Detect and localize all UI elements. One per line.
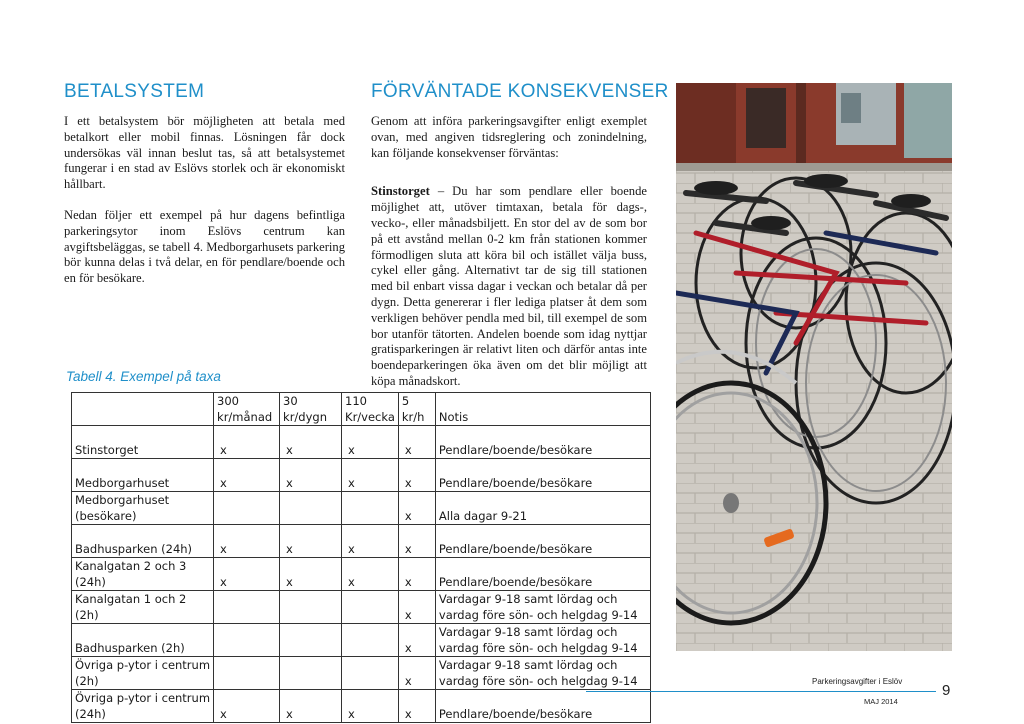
row-label-cell: Stinstorget	[72, 426, 214, 459]
rate-cell-month: x	[214, 690, 280, 723]
section-heading-betalsystem: BETALSYSTEM	[64, 81, 205, 102]
rate-cell-week: x	[342, 426, 399, 459]
rate-cell-week	[342, 657, 399, 690]
note-cell: Vardagar 9-18 samt lördag och vardag före sön- och helgdag 9-14	[435, 657, 650, 690]
right-column-text	[371, 114, 647, 390]
table-row	[72, 624, 651, 657]
header-cell: 110 Kr/vecka	[342, 393, 399, 426]
table-row	[72, 525, 651, 558]
paragraph: Genom att införa parkeringsavgifter enligt exemplet ovan, med angiven tidsreglering och zonindelning, kan följande konsekvenser förväntas:	[371, 114, 647, 160]
note-cell: Pendlare/boende/besökare	[435, 525, 650, 558]
pricing-table	[71, 392, 651, 723]
rate-cell-day	[280, 492, 342, 525]
rate-cell-month: x	[214, 525, 280, 558]
rate-cell-month: x	[214, 459, 280, 492]
rate-cell-day: x	[280, 426, 342, 459]
header-cell: 30 kr/dygn	[280, 393, 342, 426]
note-cell: Pendlare/boende/besökare	[435, 690, 650, 723]
rate-cell-month: x	[214, 426, 280, 459]
header-cell: Notis	[435, 393, 650, 426]
rate-cell-hour: x	[398, 426, 435, 459]
table-row	[72, 690, 651, 723]
row-label-cell: Medborgarhuset (besökare)	[72, 492, 214, 525]
footer-title: Parkeringsavgifter i Eslöv	[812, 677, 903, 686]
row-label-cell: Övriga p-ytor i centrum (24h)	[72, 690, 214, 723]
note-cell: Vardagar 9-18 samt lördag och vardag före sön- och helgdag 9-14	[435, 624, 650, 657]
rate-cell-day	[280, 591, 342, 624]
header-cell: 5 kr/h	[398, 393, 435, 426]
left-column-text	[64, 114, 345, 302]
page-number: 9	[942, 682, 951, 699]
table-row	[72, 558, 651, 591]
rate-cell-day: x	[280, 690, 342, 723]
footer-date: MAJ 2014	[864, 697, 898, 706]
rate-cell-hour: x	[398, 591, 435, 624]
section-heading-konsekvenser: FÖRVÄNTADE KONSEKVENSER	[371, 81, 669, 102]
note-cell: Pendlare/boende/besökare	[435, 459, 650, 492]
pricing-table-body	[72, 393, 651, 723]
table-row	[72, 426, 651, 459]
rate-cell-month	[214, 624, 280, 657]
table-header-row	[72, 393, 651, 426]
rate-cell-week: x	[342, 525, 399, 558]
rate-cell-day	[280, 657, 342, 690]
rate-cell-day: x	[280, 558, 342, 591]
rate-cell-day	[280, 624, 342, 657]
row-label-cell: Badhusparken (24h)	[72, 525, 214, 558]
rate-cell-month	[214, 492, 280, 525]
lead-term: Stinstorget	[371, 184, 430, 199]
table-caption: Tabell 4. Exempel på taxa	[66, 369, 221, 384]
paragraph: Nedan följer ett exempel på hur dagens befintliga parkeringsytor inom Eslövs centrum kan avgiftsbeläggas, se tabell 4. Medborgarhusets parkering bör kunna delas i två delar, en för pendlare/boende och en för besökare.	[64, 207, 345, 286]
table-row	[72, 459, 651, 492]
rate-cell-week: x	[342, 558, 399, 591]
rate-cell-hour: x	[398, 690, 435, 723]
row-label-cell: Medborgarhuset	[72, 459, 214, 492]
paragraph	[371, 184, 647, 389]
row-label-cell: Kanalgatan 2 och 3 (24h)	[72, 558, 214, 591]
header-cell	[72, 393, 214, 426]
rate-cell-hour: x	[398, 657, 435, 690]
rate-cell-hour: x	[398, 492, 435, 525]
rate-cell-week	[342, 624, 399, 657]
note-cell: Pendlare/boende/besökare	[435, 558, 650, 591]
rate-cell-week: x	[342, 690, 399, 723]
rate-cell-hour: x	[398, 459, 435, 492]
rate-cell-hour: x	[398, 525, 435, 558]
paragraph: I ett betalsystem bör möjligheten att betala med betalkort eller mobil finnas. Lösningen får dock undersökas väl innan beslut tas, så att betalsystemet fungerar i en stad av Eslövs storlek och är ekonomiskt hållbart.	[64, 114, 345, 192]
rate-cell-week	[342, 591, 399, 624]
bicycles-illustration	[676, 83, 952, 651]
rate-cell-month	[214, 591, 280, 624]
header-cell: 300 kr/månad	[214, 393, 280, 426]
rate-cell-week: x	[342, 459, 399, 492]
bicycles-photo	[676, 83, 952, 651]
row-label-cell: Badhusparken (2h)	[72, 624, 214, 657]
table-row	[72, 492, 651, 525]
table-row	[72, 591, 651, 624]
footer-divider	[586, 691, 936, 692]
rate-cell-month: x	[214, 558, 280, 591]
rate-cell-day: x	[280, 525, 342, 558]
table-row	[72, 657, 651, 690]
row-label-cell: Kanalgatan 1 och 2 (2h)	[72, 591, 214, 624]
note-cell: Pendlare/boende/besökare	[435, 426, 650, 459]
paragraph-body: – Du har som pendlare eller boende möjlighet att, utöver timtaxan, betala för dags-, vecko-, eller månadsbiljett. En stor del av de som bor på ett avstånd mellan 0-2 km från stationen kommer förmodligen sluta att köra bil och istället välja buss, cykel eller gång. Alternativt tar de sig till stationen med bil enbart vissa dagar i veckan och betalar då per dygn. Detta genererar i fler lediga platser åt dem som verkligen behöver pendla med bil, till exempel de som bor utanför tätorten. Andelen boende som idag nyttjar gratisparkeringen är relativt liten och därför antas inte boendeparkeringen öka även om det blir möjligt att köpa månadskort.	[371, 184, 647, 388]
rate-cell-hour: x	[398, 624, 435, 657]
note-cell: Alla dagar 9-21	[435, 492, 650, 525]
rate-cell-week	[342, 492, 399, 525]
rate-cell-day: x	[280, 459, 342, 492]
note-cell: Vardagar 9-18 samt lördag och vardag före sön- och helgdag 9-14	[435, 591, 650, 624]
rate-cell-month	[214, 657, 280, 690]
rate-cell-hour: x	[398, 558, 435, 591]
row-label-cell: Övriga p-ytor i centrum (2h)	[72, 657, 214, 690]
